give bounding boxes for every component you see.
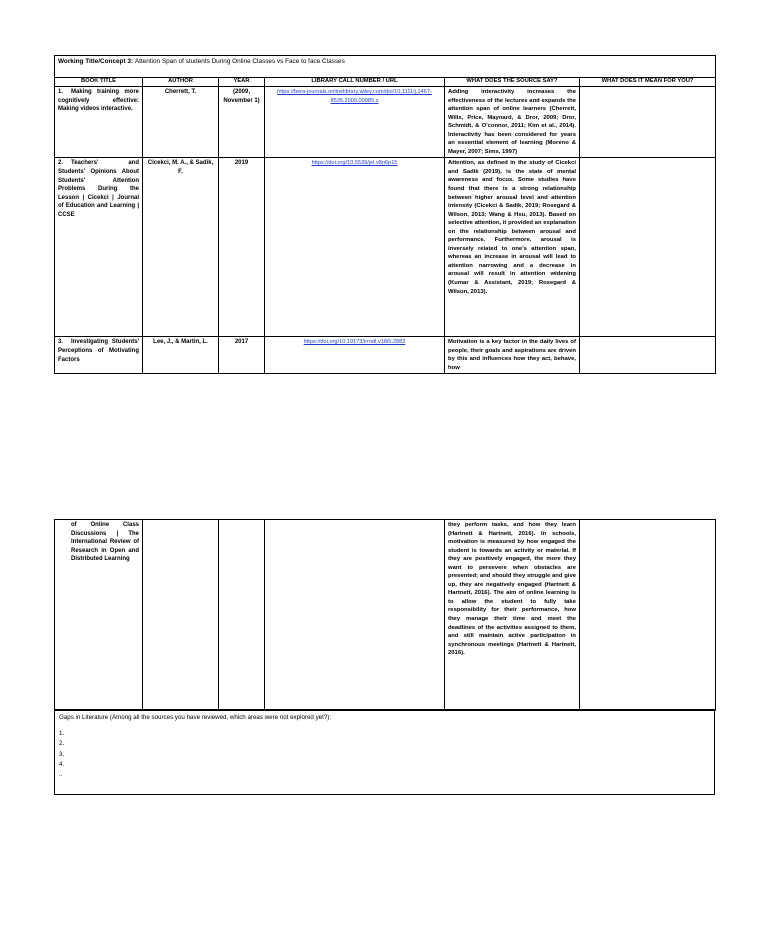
table-row-continued xyxy=(55,520,716,711)
url-cell xyxy=(265,87,445,158)
gaps-table xyxy=(54,709,715,795)
source-say-cell: Adding interactivity increases the effectiveness of the lectures and expands the attention span of online learners (Cherrett, Wills, Price, Maynard, & Dror, 2009; Dror, Schmidt, & O'connor, 2011; Kim et al., 2014). Interactivity has been considered for years an essential element of learning (Moreno & Mayer, 2007; Sims, 1997) xyxy=(445,87,580,158)
header-url: LIBRARY CALL NUMBER / URL xyxy=(265,78,445,87)
gaps-label: Gaps in Literature (Among all the sources you have reviewed, which areas were not explored yet?): xyxy=(59,714,332,721)
gap-item-4: 4. xyxy=(59,760,65,768)
gap-item-2: 2. xyxy=(59,740,65,748)
book-title-cell: 1. Making training more cognitively effective: Making videos interactive. xyxy=(55,87,143,158)
meaning-cell[interactable] xyxy=(580,158,716,337)
gaps-in-literature[interactable] xyxy=(55,710,715,795)
book-title-cell: 3. Investigating Students' Perceptions of Motivating Factors xyxy=(55,337,143,374)
meaning-cell-continued[interactable] xyxy=(580,520,716,711)
header-year: YEAR xyxy=(219,78,265,87)
year-cell-continued xyxy=(219,520,265,711)
header-author: AUTHOR xyxy=(143,78,219,87)
book-title-cell-continued: of Online Class Discussions | The International Review of Research in Open and Distributed Learning xyxy=(55,520,143,711)
book-title-cell: 2. Teachers' and Students' Opinions About Students' Attention Problems During the Lesson | Cicekci | Journal of Education and Learning | CCSE xyxy=(55,158,143,337)
source-link[interactable]: https://bera-journals.onlinelibrary.wiley.com/doi/10.1111/j.1467-8535.2009.00985.x xyxy=(277,89,432,104)
gap-item-more: .. xyxy=(59,771,63,779)
source-say-cell: Attention, as defined in the study of Cicekci and Sadik (2019), is the state of mental awareness and focus. Some studies have found that there is a strong relationship between higher arousal level and attention intensity (Cicekci & Sadik, 2019; Rosegard & Wilson, 2013; Wang & Hsu, 2013). Based on selective attention, it provided an explanation on the relationship between arousal and performance. Furthermore, arousal is inversely related to one's attention span, whereas an increase in arousal will lead to attention narrowing and a decrease in arousal will result in attention widening (Kumar & Assistant, 2019; Rosegard & Wilson, 2013). xyxy=(445,158,580,337)
source-say-cell-continued: they perform tasks, and how they learn (Hartnett & Hartnett, 2016). In schools, motivation is measured by how engaged the student is towards an activity or material. If they are positively engaged, the more they want to persevere when obstacles are presented; and should they struggle and give up, they are negatively engaged (Hartnett & Hartnett, 2016). The aim of online learning is to allow the student to fully take responsibility for their performance, how they manage their time and meet the deadlines of the activities assigned to them, and still maintain active participation in synchronous meetings (Hartnett & Hartnett, 2016). xyxy=(445,520,580,711)
table-row xyxy=(55,158,716,337)
meaning-cell[interactable] xyxy=(580,87,716,158)
gap-item-3: 3. xyxy=(59,750,65,758)
year-cell: 2017 xyxy=(219,337,265,374)
literature-table-top xyxy=(54,55,716,374)
gap-item-1: 1. xyxy=(59,730,65,738)
year-cell: 2019 xyxy=(219,158,265,337)
working-title: Working Title/Concept 3: Attention Span of students During Online Classes vs Face to face Classes xyxy=(55,56,716,78)
url-cell-continued xyxy=(265,520,445,711)
author-cell: Cherrett, T. xyxy=(143,87,219,158)
source-link[interactable]: https://doi.org/10.19173/irrodl.v18i5.2883 xyxy=(303,339,406,346)
table-row xyxy=(55,337,716,374)
table-row xyxy=(55,87,716,158)
year-cell: (2009, November 1) xyxy=(219,87,265,158)
meaning-cell[interactable] xyxy=(580,337,716,374)
header-book-title: BOOK TITLE xyxy=(55,78,143,87)
url-cell xyxy=(265,158,445,337)
literature-table-bottom xyxy=(54,519,716,711)
author-cell: Cicekci, M. A., & Sadik, F. xyxy=(143,158,219,337)
header-meaning: WHAT DOES IT MEAN FOR YOU? xyxy=(580,78,716,87)
author-cell: Lee, J., & Martin, L. xyxy=(143,337,219,374)
author-cell-continued xyxy=(143,520,219,711)
source-link[interactable]: https://doi.org/10.5539/jel.v8n6p15 xyxy=(311,160,398,167)
source-say-cell: Motivation is a key factor in the daily lives of people, their goals and aspirations are driven by this and influences how they act, behave, how xyxy=(445,337,580,374)
header-source-say: WHAT DOES THE SOURCE SAY? xyxy=(445,78,580,87)
header-row xyxy=(55,78,716,87)
url-cell xyxy=(265,337,445,374)
